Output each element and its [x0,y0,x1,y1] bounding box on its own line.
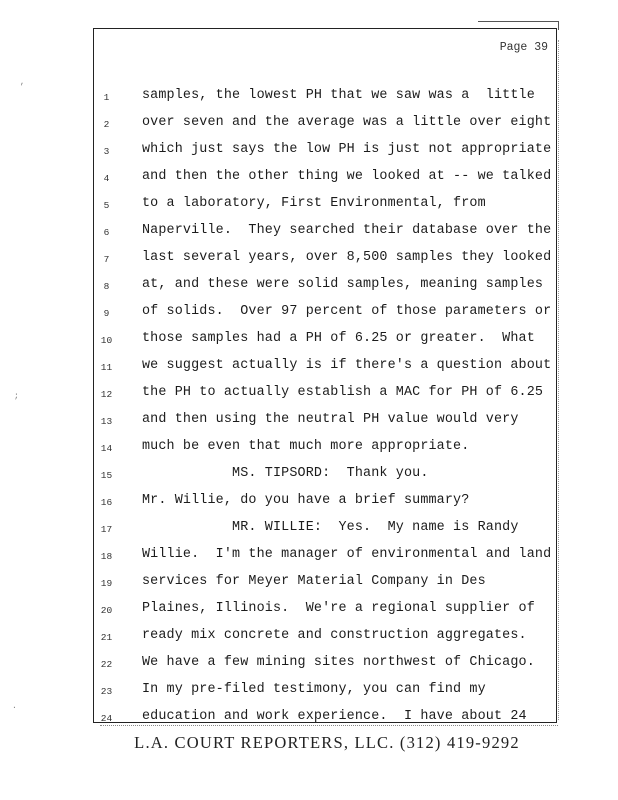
line-text: to a laboratory, First Environmental, from [142,196,486,211]
transcript-line [94,439,556,466]
footer-reporter: L.A. COURT REPORTERS, LLC. (312) 419-9292 [134,733,520,752]
transcript-line [94,358,556,385]
line-text: and then using the neutral PH value would very [142,412,519,427]
line-text: which just says the low PH is just not appropriate [142,142,552,157]
transcript-line [94,628,556,655]
line-number: 4 [103,173,110,184]
line-number: 6 [103,227,110,238]
line-text: over seven and the average was a little over eight [142,115,552,130]
line-number: 9 [103,308,110,319]
line-number: 1 [103,92,110,103]
transcript-line [94,574,556,601]
transcript-line [94,412,556,439]
margin-mark: , [20,78,25,87]
line-number: 12 [100,389,113,400]
line-number: 14 [100,443,113,454]
line-text: last several years, over 8,500 samples they looked [142,250,552,265]
line-text: at, and these were solid samples, meaning samples [142,277,544,292]
transcript-line [94,169,556,196]
line-text: the PH to actually establish a MAC for PH of 6.25 [142,385,544,400]
line-text: services for Meyer Material Company in Des [142,574,486,589]
transcript-line [94,547,556,574]
line-text: samples, the lowest PH that we saw was a little [142,88,535,103]
transcript-line [94,115,556,142]
transcript-line [94,709,556,736]
line-number: 11 [100,362,113,373]
line-number: 19 [100,578,113,589]
line-number: 10 [100,335,113,346]
transcript-line [94,520,556,547]
transcript-line [94,88,556,115]
line-text: MS. TIPSORD: Thank you. [142,466,429,481]
line-text: We have a few mining sites northwest of Chicago. [142,655,535,670]
line-text: Naperville. They searched their database over the [142,223,552,238]
line-text: those samples had a PH of 6.25 or greater. What [142,331,535,346]
line-number: 23 [100,686,113,697]
line-text: and then the other thing we looked at -- we talked [142,169,552,184]
transcript-line [94,601,556,628]
transcript-line [94,493,556,520]
transcript-line [94,655,556,682]
line-number: 3 [103,146,110,157]
line-number: 21 [100,632,113,643]
page-number: Page 39 [499,41,548,54]
line-number: 8 [103,281,110,292]
line-number: 22 [100,659,113,670]
transcript-line [94,250,556,277]
transcript-line [94,196,556,223]
line-number: 5 [103,200,110,211]
transcript-line [94,223,556,250]
line-text: Mr. Willie, do you have a brief summary? [142,493,470,508]
transcript-page [93,28,557,723]
line-number: 7 [103,254,110,265]
line-text: Willie. I'm the manager of environmental and land [142,547,552,562]
line-text: education and work experience. I have about 24 [142,709,527,724]
transcript-line [94,304,556,331]
transcript-line [94,466,556,493]
line-text: we suggest actually is if there's a question about [142,358,552,373]
line-text: much be even that much more appropriate. [142,439,470,454]
line-text: ready mix concrete and construction aggregates. [142,628,527,643]
line-number: 17 [100,524,113,535]
margin-mark: ; [14,392,19,401]
line-number: 16 [100,497,113,508]
scan-edge-noise [558,40,565,720]
line-number: 18 [100,551,113,562]
line-text: MR. WILLIE: Yes. My name is Randy [142,520,519,535]
transcript-line [94,385,556,412]
line-number: 20 [100,605,113,616]
line-text: of solids. Over 97 percent of those parameters or [142,304,552,319]
transcript-line [94,142,556,169]
line-text: In my pre-filed testimony, you can find my [142,682,486,697]
line-number: 13 [100,416,113,427]
transcript-line [94,277,556,304]
line-text: Plaines, Illinois. We're a regional supplier of [142,601,535,616]
transcript-line [94,682,556,709]
margin-mark: . [12,702,17,711]
line-number: 2 [103,119,110,130]
line-number: 15 [100,470,113,481]
line-number: 24 [100,713,113,724]
transcript-line [94,331,556,358]
